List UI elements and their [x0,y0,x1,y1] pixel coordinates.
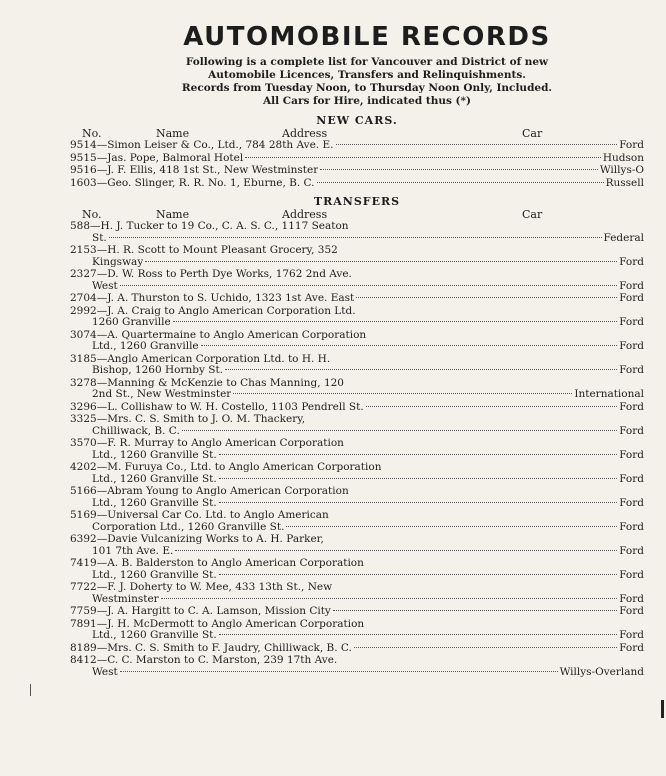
car-make: Ford [619,520,644,533]
record-text: Chilliwack, B. C. [92,425,180,437]
record-text: Ltd., 1260 Granville St. [92,449,217,461]
leader-dots [286,526,617,527]
record-text: 2nd St., New Westminster [92,389,232,400]
column-no: No. [82,208,102,221]
record-text: Ltd., 1260 Granville St. [92,497,217,509]
leader-dots [182,430,617,431]
record-text: 4202—M. Furuya Co., Ltd. to Anglo American Corporation [70,462,382,473]
record-text: Ltd., 1260 Granville St. [92,569,217,581]
transfers-column-headers [70,208,644,221]
car-make: Ford [619,292,644,304]
car-make: Federal [603,231,644,244]
leader-dots [366,406,618,407]
record-entry [70,582,644,605]
car-make: Hudson [602,151,644,164]
record-text: 3074—A. Quartermaine to Anglo American Corporation [70,329,367,341]
record-line [70,655,644,667]
record-text: 8412—C. C. Marston to C. Marston, 239 17th Ave. [70,655,338,666]
record-entry [70,293,644,305]
record-line [70,667,644,679]
column-address: Address [282,208,328,221]
car-make: Ford [619,472,644,485]
leader-dots [145,261,617,262]
record-line [70,606,644,618]
intro-line: All Cars for Hire, indicated thus (*) [263,95,471,107]
record-line [70,498,644,510]
record-text: St. [92,232,107,244]
leader-dots [245,157,601,158]
record-entry [70,245,644,268]
car-make: Ford [619,496,644,509]
car-make: Ford [619,364,644,376]
record-line [70,630,644,642]
record-entry [70,306,644,329]
record-text: 9515—Jas. Pope, Balmoral Hotel [70,152,244,164]
record-line [70,281,644,293]
record-line [70,414,644,426]
record-text: Corporation Ltd., 1260 Granville St. [92,521,285,533]
record-text: 8189—Mrs. C. S. Smith to F. Jaudry, Chilliwack, B. C. [70,642,352,654]
record-line [70,330,644,342]
car-make: Willys-O [599,164,644,176]
new-cars-column-headers [70,127,644,140]
leader-dots [219,502,617,503]
car-make: Ford [619,592,644,605]
leader-dots [354,647,617,648]
record-entry [70,269,644,292]
intro-line: Automobile Licences, Transfers and Relinquishments. [208,69,526,81]
record-line [70,546,644,558]
record-text: 7759—J. A. Hargitt to C. A. Lamson, Mission City [70,606,331,617]
record-text: 3185—Anglo American Corporation Ltd. to H. H. [70,353,331,365]
column-no: No. [82,127,102,140]
record-text: 3278—Manning & McKenzie to Chas Manning, 120 [70,377,344,389]
record-line [70,245,644,257]
car-make: Ford [619,424,644,437]
leader-dots [120,285,617,286]
record-text: 588—H. J. Tucker to 19 Co., C. A. S. C., 1117 Seaton [70,221,349,232]
record-entry [70,165,644,177]
record-line [70,153,644,165]
record-text: 7722—F. J. Doherty to W. Mee, 433 13th St., New [70,582,333,593]
column-name: Name [156,127,190,140]
print-mark [30,684,31,696]
record-line [70,378,644,390]
record-entry [70,643,644,655]
record-text: Kingsway [92,256,144,268]
record-line [70,450,644,462]
leader-dots [173,321,618,322]
record-line [70,426,644,438]
record-text: 2992—J. A. Craig to Anglo American Corporation Ltd. [70,305,356,317]
record-entry [70,178,644,190]
record-text: 9516—J. F. Ellis, 418 1st St., New Westminster [70,165,319,176]
column-car: Car [522,208,543,221]
record-line [70,165,644,177]
column-rule [661,700,664,718]
new-cars-list [70,140,644,189]
record-line [70,257,644,269]
car-make: Ford [619,629,644,641]
record-entry [70,558,644,581]
leader-dots [219,478,617,479]
leader-dots [356,297,617,298]
leader-dots [233,393,572,394]
record-text: 6392—Davie Vulcanizing Works to A. H. Parker, [70,534,324,545]
transfers-heading: TRANSFERS [313,195,401,208]
column-address: Address [282,127,328,140]
page-title: AUTOMOBILE RECORDS [183,22,551,52]
record-text: Ltd., 1260 Granville [92,341,199,352]
record-line [70,354,644,366]
record-line [70,140,644,152]
transfers-list [70,221,644,678]
leader-dots [317,182,604,183]
leader-dots [219,454,617,455]
record-text: 5169—Universal Car Co. Ltd. to Anglo American [70,510,329,521]
car-make: International [574,388,644,400]
record-entry [70,606,644,618]
record-line [70,341,644,353]
record-entry [70,354,644,377]
record-entry [70,414,644,437]
record-entry [70,140,644,152]
record-entry [70,510,644,533]
record-text: 7891—J. H. McDermott to Anglo American Corporation [70,618,365,630]
record-line [70,462,644,474]
record-text: 5166—Abram Young to Anglo American Corporation [70,486,349,497]
record-text: 1603—Geo. Slinger, R. R. No. 1, Eburne, B. C. [70,177,315,189]
leader-dots [201,345,618,346]
leader-dots [120,671,558,672]
record-line [70,293,644,305]
car-make: Ford [619,568,644,581]
leader-dots [336,144,618,145]
intro-text [90,56,644,108]
record-text: 2153—H. R. Scott to Mount Pleasant Grocery, 352 [70,245,338,256]
car-make: Ford [619,400,644,413]
record-line [70,178,644,190]
record-text: 1260 Granville [92,317,171,328]
leader-dots [219,574,617,575]
record-entry [70,655,644,678]
leader-dots [109,237,602,238]
record-line [70,402,644,414]
record-line [70,534,644,546]
record-text: Ltd., 1260 Granville St. [92,630,217,641]
car-make: Ford [619,316,644,328]
record-text: 3296—L. Collishaw to W. H. Costello, 1103 Pendrell St. [70,401,364,413]
car-make: Ford [619,448,644,461]
record-line [70,643,644,655]
record-line [70,438,644,450]
record-entry [70,221,644,244]
record-line [70,582,644,594]
record-entry [70,534,644,557]
record-line [70,558,644,570]
record-entry [70,402,644,414]
record-entry [70,438,644,461]
car-make: Ford [619,544,644,557]
car-make: Russell [605,176,644,189]
record-entry [70,378,644,401]
record-text: 3325—Mrs. C. S. Smith to J. O. M. Thackery, [70,414,306,425]
record-text: West [92,666,118,678]
record-entry [70,486,644,509]
column-name: Name [156,208,190,221]
new-cars-heading: NEW CARS. [316,114,398,127]
car-make: Ford [619,279,644,292]
record-line [70,619,644,631]
record-line [70,570,644,582]
record-line [70,365,644,377]
record-line [70,389,644,401]
car-make: Ford [619,605,644,617]
record-line [70,594,644,606]
record-text: 2327—D. W. Ross to Perth Dye Works, 1762 2nd Ave. [70,269,352,280]
column-car: Car [522,127,543,140]
record-text: Westminster [92,593,159,605]
leader-dots [225,369,617,370]
record-text: 9514—Simon Leiser & Co., Ltd., 784 28th Ave. E. [70,140,334,151]
car-make: Ford [619,641,644,654]
record-line [70,221,644,233]
record-text: 101 7th Ave. E. [92,545,174,557]
leader-dots [219,634,617,635]
car-make: Ford [619,255,644,268]
record-line [70,233,644,245]
record-text: Ltd., 1260 Granville St. [92,473,217,485]
leader-dots [161,598,618,599]
car-make: Willys-Overland [559,665,644,678]
record-line [70,269,644,281]
record-entry [70,619,644,642]
record-line [70,522,644,534]
record-text: 2704—J. A. Thurston to S. Uchido, 1323 1st Ave. East [70,293,355,304]
leader-dots [175,550,617,551]
intro-line: Records from Tuesday Noon, to Thursday Noon Only, Included. [181,82,553,94]
record-entry [70,153,644,165]
leader-dots [320,169,598,170]
record-text: West [92,280,118,292]
record-line [70,474,644,486]
intro-line: Following is a complete list for Vancouver and District of new [185,56,549,68]
record-text: Bishop, 1260 Hornby St. [92,365,224,376]
record-line [70,306,644,318]
record-entry [70,462,644,485]
car-make: Ford [619,139,644,151]
record-line [70,317,644,329]
record-line [70,486,644,498]
record-entry [70,330,644,353]
record-line [70,510,644,522]
record-text: 3570—F. R. Murray to Anglo American Corporation [70,438,344,449]
car-make: Ford [619,340,644,352]
record-text: 7419—A. B. Balderston to Anglo American Corporation [70,558,364,569]
leader-dots [333,610,617,611]
